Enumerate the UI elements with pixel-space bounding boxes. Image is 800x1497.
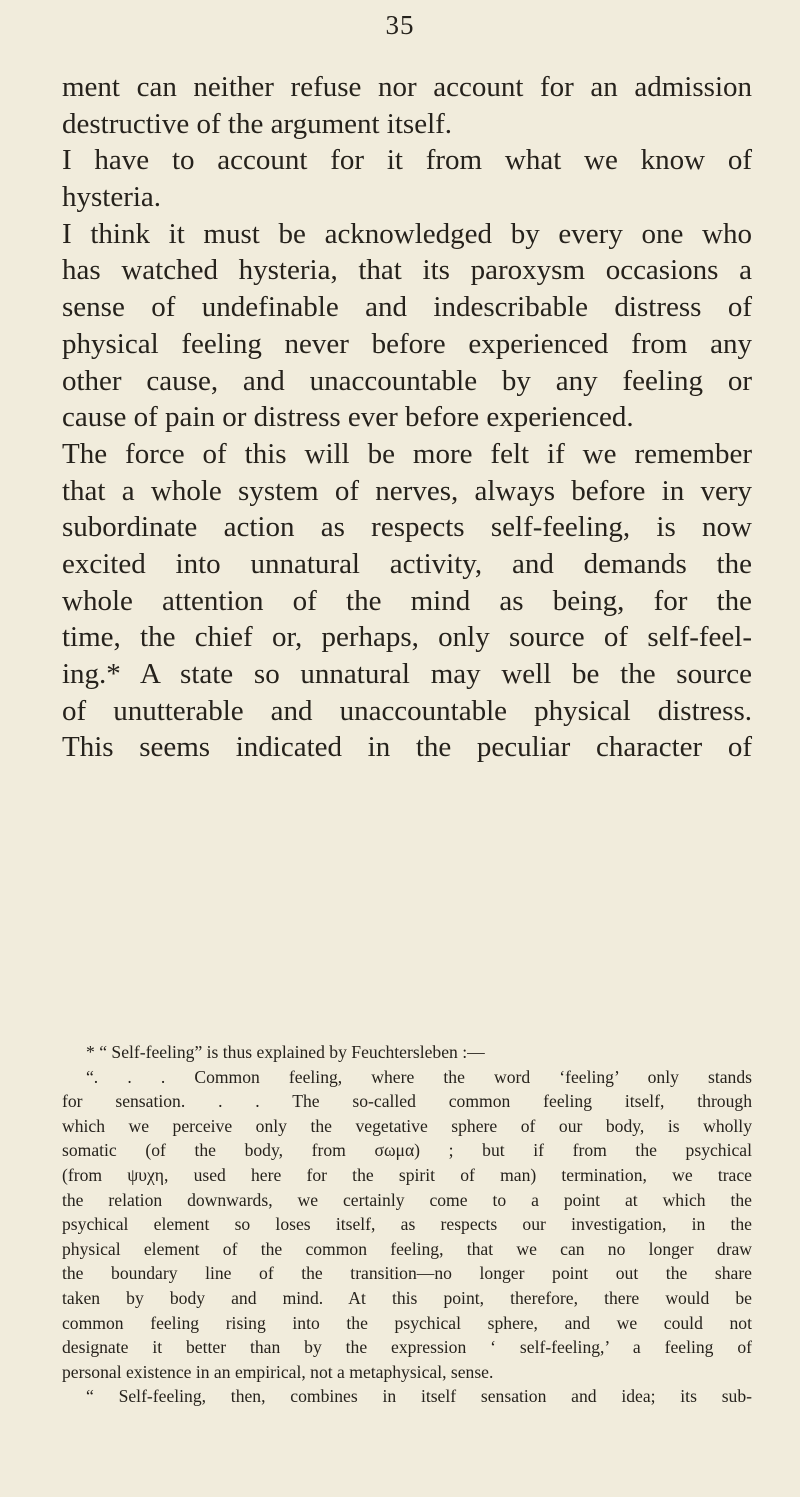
footnote xyxy=(62,1040,752,1409)
body-line: I have to account for it from what we know of xyxy=(62,144,752,177)
body-line: that a whole system of nerves, always before in very xyxy=(62,474,752,507)
body-line: ing.* A state so unnatural may well be the source xyxy=(62,658,752,690)
footnote-line: the relation downwards, we certainly come to a point at which the xyxy=(62,1189,752,1210)
body-line: cause of pain or distress ever before experienced. xyxy=(62,401,634,434)
body-line: subordinate action as respects self-feeling, is now xyxy=(62,511,752,544)
footnote-line: psychical element so loses itself, as respects our investigation, in the xyxy=(62,1214,752,1235)
footnote-line: which we perceive only the vegetative sphere of our body, is wholly xyxy=(62,1115,752,1136)
footnote-line: somatic (of the body, from σωμα) ; but if from the psychical xyxy=(62,1140,752,1161)
body-line: The force of this will be more felt if we remember xyxy=(62,437,752,470)
footnote-line: “. . . Common feeling, where the word ‘feeling’ only stands xyxy=(86,1066,752,1087)
body-line: whole attention of the mind as being, for the xyxy=(62,584,752,617)
body-line: hysteria. xyxy=(62,181,162,214)
body-line: destructive of the argument itself. xyxy=(62,107,453,140)
footnote-line: taken by body and mind. At this point, therefore, there would be xyxy=(62,1287,752,1308)
body-line: physical feeling never before experienced from any xyxy=(62,327,752,360)
footnote-line: physical element of the common feeling, that we can no longer draw xyxy=(62,1238,752,1259)
body-line: of unutterable and unaccountable physical distress. xyxy=(62,694,752,727)
body-line: This seems indicated in the peculiar character of xyxy=(62,731,752,764)
footnote-line: (from ψυχη, used here for the spirit of man) termination, we trace xyxy=(62,1164,752,1185)
footnote-line: * “ Self-feeling” is thus explained by Feuchtersleben :— xyxy=(86,1042,485,1062)
footnote-line: common feeling rising into the psychical sphere, and we could not xyxy=(62,1312,752,1333)
body-line: ment can neither refuse nor account for an admission xyxy=(62,71,752,103)
body-line: sense of undefinable and indescribable distress of xyxy=(62,291,752,324)
page-number: 35 xyxy=(385,10,415,40)
body-line: has watched hysteria, that its paroxysm occasions a xyxy=(62,254,752,287)
body-line: excited into unnatural activity, and demands the xyxy=(62,547,752,580)
body-line: time, the chief or, perhaps, only source of self-feel- xyxy=(62,621,752,654)
footnote-line: designate it better than by the expression ‘ self-feeling,’ a feeling of xyxy=(62,1337,752,1358)
footnote-line: personal existence in an empirical, not a metaphysical, sense. xyxy=(62,1361,494,1382)
footnote-line: for sensation. . . The so-called common feeling itself, through xyxy=(62,1091,752,1112)
footnote-line: “ Self-feeling, then, combines in itself sensation and idea; its sub- xyxy=(86,1386,752,1407)
body-line: other cause, and unaccountable by any feeling or xyxy=(62,364,752,397)
main-text xyxy=(62,69,752,766)
body-line: I think it must be acknowledged by every one who xyxy=(62,217,752,250)
footnote-line: the boundary line of the transition—no longer point out the share xyxy=(62,1263,752,1284)
